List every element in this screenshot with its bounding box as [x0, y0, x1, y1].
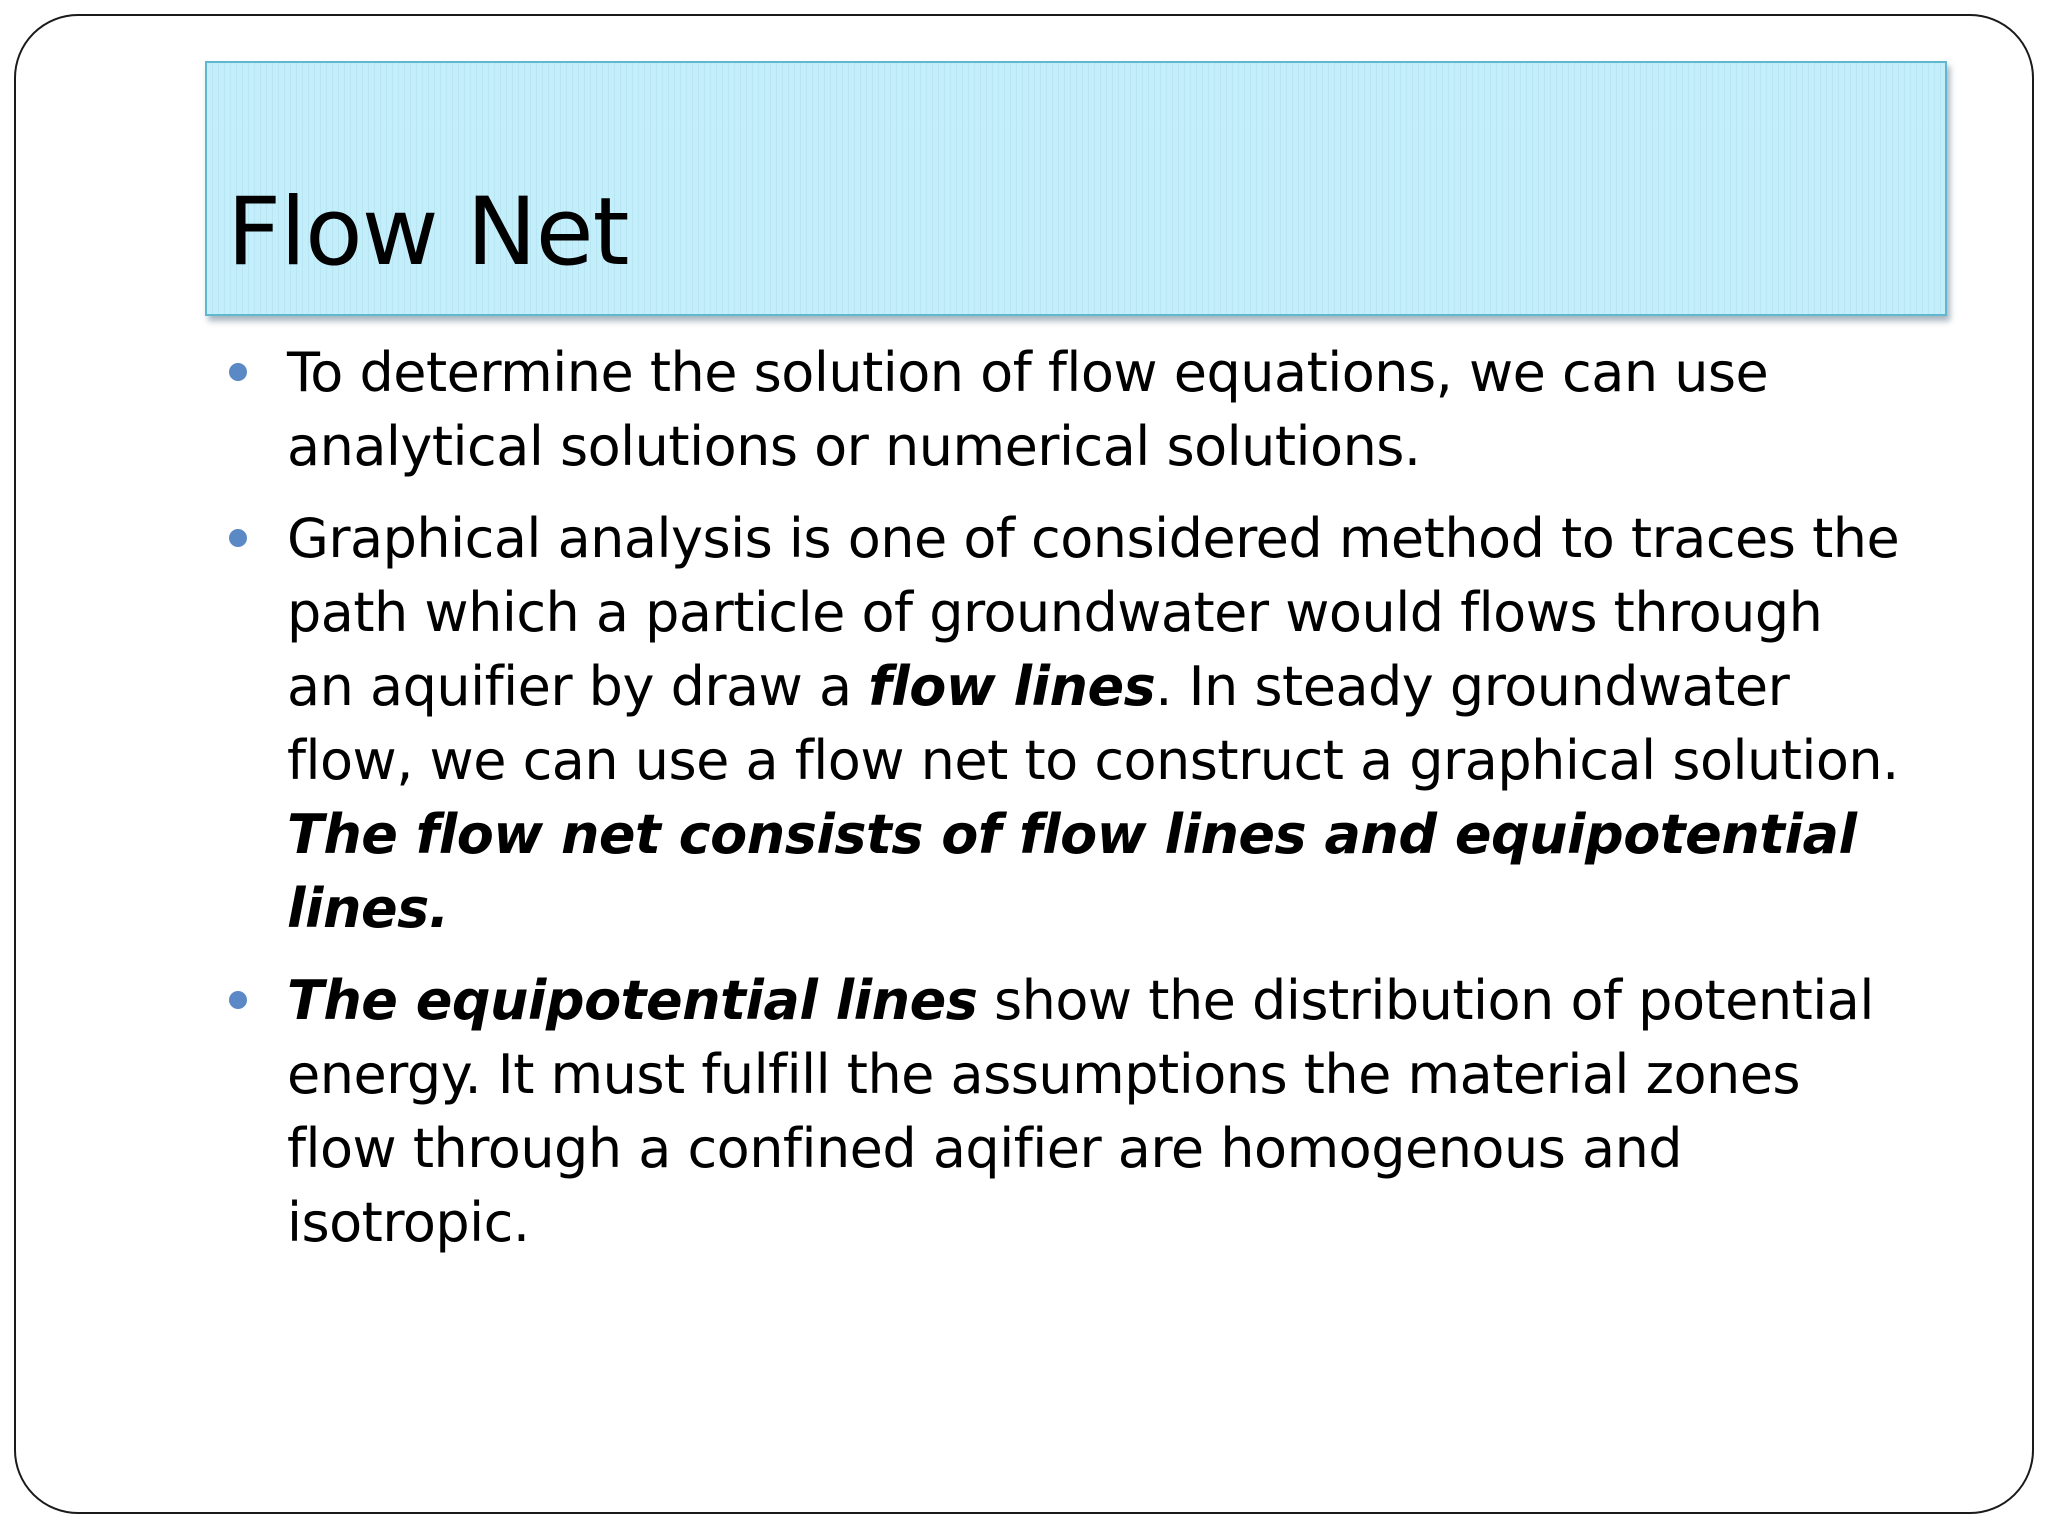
bullet-dot-icon: [229, 529, 247, 547]
bullet-item-3: [225, 964, 1905, 1260]
bullet-item-2: [225, 502, 1905, 946]
bullet-dot-icon: [229, 991, 247, 1009]
bullet-list: [225, 336, 1905, 1278]
bullet-2-emphasis-flow-lines: flow lines: [868, 655, 1156, 718]
bullet-3-text: show the distribution of potential energy. It must fulfill the assumptions the material zones flow through a confined aqifier are homogenous and isotropic.: [287, 969, 1874, 1254]
bullet-3-emphasis-equipotential: The equipotential lines: [287, 969, 978, 1032]
title-banner: [205, 61, 1947, 316]
bullet-item-1: [225, 336, 1905, 484]
bullet-2-text-part-1: Graphical analysis is one of considered method to traces the path which a particle of groundwater would flows through an aquifier by draw a: [287, 507, 1900, 718]
bullet-1-text: To determine the solution of flow equations, we can use analytical solutions or numerical solutions.: [287, 341, 1769, 478]
slide-title: Flow Net: [227, 178, 629, 287]
bullet-2-text-part-2: . In steady groundwater flow, we can use a flow net to construct a graphical solution.: [287, 655, 1899, 792]
bullet-dot-icon: [229, 363, 247, 381]
bullet-2-emphasis-definition: The flow net consists of flow lines and equipotential lines.: [287, 803, 1857, 940]
